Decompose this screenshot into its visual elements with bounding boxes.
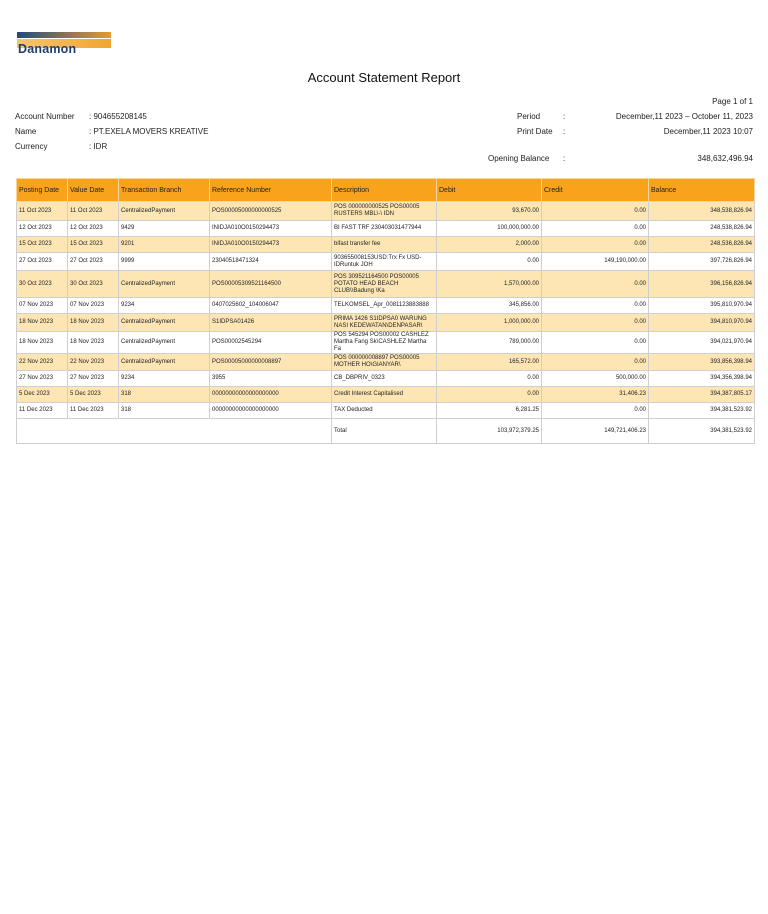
cell-posting-date: 15 Oct 2023: [17, 237, 68, 253]
cell-description: CB_DBPRIV_0323: [332, 371, 437, 387]
cell-credit: 149,190,000.00: [542, 253, 649, 271]
currency-value: : IDR: [89, 142, 108, 151]
opening-balance-label: Opening Balance: [488, 154, 550, 163]
account-number-value: : 904655208145: [89, 112, 147, 121]
cell-value-date: 18 Nov 2023: [68, 314, 119, 332]
account-number-label: Account Number: [15, 112, 75, 121]
cell-reference-number: S1IDPSA01426: [210, 314, 332, 332]
period-value: December,11 2023 – October 11, 2023: [615, 112, 753, 121]
col-balance: Balance: [649, 179, 755, 202]
col-credit: Credit: [542, 179, 649, 202]
cell-value-date: 12 Oct 2023: [68, 221, 119, 237]
cell-posting-date: 12 Oct 2023: [17, 221, 68, 237]
period-colon: :: [563, 112, 566, 121]
cell-debit: 1,000,000.00: [437, 314, 542, 332]
col-description: Description: [332, 179, 437, 202]
cell-posting-date: 5 Dec 2023: [17, 387, 68, 403]
cell-credit: 0.00: [542, 237, 649, 253]
page-number: Page 1 of 1: [712, 97, 753, 106]
cell-credit: 0.00: [542, 271, 649, 298]
cell-debit: 0.00: [437, 387, 542, 403]
cell-transaction-branch: 9999: [119, 253, 210, 271]
cell-transaction-branch: CentralizedPayment: [119, 332, 210, 354]
total-credit: 149,721,406.23: [542, 419, 649, 444]
total-blank-cell: [17, 419, 332, 444]
cell-balance: 394,021,970.94: [649, 332, 755, 354]
cell-balance: 394,356,398.94: [649, 371, 755, 387]
period-label: Period: [517, 112, 541, 121]
cell-posting-date: 07 Nov 2023: [17, 298, 68, 314]
cell-debit: 0.00: [437, 253, 542, 271]
cell-description: BI FAST TRF 230403031477944: [332, 221, 437, 237]
cell-posting-date: 11 Dec 2023: [17, 403, 68, 419]
cell-value-date: 5 Dec 2023: [68, 387, 119, 403]
logo-text: Danamon: [18, 42, 77, 56]
cell-reference-number: 0407025602_104006047: [210, 298, 332, 314]
name-label: Name: [15, 127, 37, 136]
cell-debit: 345,856.00: [437, 298, 542, 314]
cell-reference-number: POS00005000000008897: [210, 354, 332, 371]
cell-balance: 248,538,826.94: [649, 221, 755, 237]
cell-reference-number: POS00005000000000525: [210, 202, 332, 221]
cell-transaction-branch: 318: [119, 387, 210, 403]
cell-balance: 248,536,826.94: [649, 237, 755, 253]
col-reference-number: Reference Number: [210, 179, 332, 202]
table-row: [17, 332, 755, 354]
cell-credit: 0.00: [542, 202, 649, 221]
cell-value-date: 30 Oct 2023: [68, 271, 119, 298]
cell-transaction-branch: 9429: [119, 221, 210, 237]
table-row: [17, 354, 755, 371]
cell-transaction-branch: CentralizedPayment: [119, 354, 210, 371]
col-posting-date: Posting Date: [17, 179, 68, 202]
total-label: Total: [332, 419, 437, 444]
report-title: Account Statement Report: [307, 70, 461, 85]
cell-transaction-branch: 9234: [119, 298, 210, 314]
opening-balance-colon: :: [563, 154, 566, 163]
cell-posting-date: 30 Oct 2023: [17, 271, 68, 298]
cell-reference-number: 00000000000000000000: [210, 387, 332, 403]
cell-reference-number: POS00002545294: [210, 332, 332, 354]
cell-credit: 0.00: [542, 298, 649, 314]
opening-balance-value: 348,632,496.94: [697, 154, 753, 163]
cell-balance: 394,810,970.94: [649, 314, 755, 332]
cell-description: TELKOMSEL_Apr_0081123883888: [332, 298, 437, 314]
cell-transaction-branch: CentralizedPayment: [119, 271, 210, 298]
cell-description: bifast transfer fee: [332, 237, 437, 253]
table-row: [17, 253, 755, 271]
cell-credit: 0.00: [542, 403, 649, 419]
cell-transaction-branch: 9234: [119, 371, 210, 387]
cell-balance: 348,538,826.94: [649, 202, 755, 221]
table-row: [17, 271, 755, 298]
table-row: [17, 237, 755, 253]
col-debit: Debit: [437, 179, 542, 202]
cell-balance: 394,381,523.92: [649, 403, 755, 419]
cell-transaction-branch: CentralizedPayment: [119, 314, 210, 332]
cell-value-date: 27 Oct 2023: [68, 253, 119, 271]
cell-reference-number: 23040518471324: [210, 253, 332, 271]
cell-credit: 500,000.00: [542, 371, 649, 387]
cell-description: POS 000000008897 POS00005 MOTHER HO\GIANYAR\: [332, 354, 437, 371]
total-debit: 103,972,379.25: [437, 419, 542, 444]
cell-transaction-branch: CentralizedPayment: [119, 202, 210, 221]
cell-reference-number: 3955: [210, 371, 332, 387]
cell-credit: 0.00: [542, 314, 649, 332]
cell-description: TAX Deducted: [332, 403, 437, 419]
cell-posting-date: 22 Nov 2023: [17, 354, 68, 371]
currency-label: Currency: [15, 142, 48, 151]
cell-debit: 789,000.00: [437, 332, 542, 354]
cell-reference-number: INIDJA010O0150294473: [210, 237, 332, 253]
cell-value-date: 18 Nov 2023: [68, 332, 119, 354]
cell-value-date: 15 Oct 2023: [68, 237, 119, 253]
name-value: : PT.EXELA MOVERS KREATIVE: [89, 127, 209, 136]
print-date-colon: :: [563, 127, 566, 136]
cell-credit: 31,406.23: [542, 387, 649, 403]
cell-posting-date: 11 Oct 2023: [17, 202, 68, 221]
cell-credit: 0.00: [542, 221, 649, 237]
cell-posting-date: 18 Nov 2023: [17, 314, 68, 332]
cell-description: 903655008153USD:Trx Fx USD-IDRuntuk JOH: [332, 253, 437, 271]
cell-reference-number: 00000000000000000000: [210, 403, 332, 419]
cell-debit: 1,570,000.00: [437, 271, 542, 298]
cell-description: POS 545294 POS00002 CASHLEZ Martha Fang Sk\CASHLEZ Martha Fa: [332, 332, 437, 354]
cell-balance: 397,726,826.94: [649, 253, 755, 271]
cell-credit: 0.00: [542, 332, 649, 354]
cell-value-date: 27 Nov 2023: [68, 371, 119, 387]
cell-debit: 165,572.00: [437, 354, 542, 371]
col-transaction-branch: Transaction Branch: [119, 179, 210, 202]
cell-posting-date: 27 Nov 2023: [17, 371, 68, 387]
total-row: [17, 419, 755, 444]
cell-debit: 100,000,000.00: [437, 221, 542, 237]
cell-description: PRIMA 1426 S1IDPSA0 WARUNG NASI KEDEWATAN\DENPASAR\: [332, 314, 437, 332]
table-row: [17, 314, 755, 332]
print-date-value: December,11 2023 10:07: [663, 127, 753, 136]
table-row: [17, 403, 755, 419]
cell-transaction-branch: 318: [119, 403, 210, 419]
danamon-logo: [17, 32, 111, 56]
cell-value-date: 22 Nov 2023: [68, 354, 119, 371]
cell-debit: 0.00: [437, 371, 542, 387]
table-row: [17, 202, 755, 221]
print-date-label: Print Date: [517, 127, 553, 136]
logo-stripe-top: [17, 32, 111, 38]
col-value-date: Value Date: [68, 179, 119, 202]
cell-description: POS 000000000525 POS00005 RUSTERS MBL\-\ IDN: [332, 202, 437, 221]
table-row: [17, 298, 755, 314]
cell-debit: 2,000.00: [437, 237, 542, 253]
total-balance: 394,381,523.92: [649, 419, 755, 444]
cell-debit: 6,281.25: [437, 403, 542, 419]
cell-balance: 393,856,398.94: [649, 354, 755, 371]
cell-transaction-branch: 9201: [119, 237, 210, 253]
cell-balance: 394,387,805.17: [649, 387, 755, 403]
cell-reference-number: INIDJA010O0150294473: [210, 221, 332, 237]
cell-debit: 93,670.00: [437, 202, 542, 221]
table-row: [17, 221, 755, 237]
cell-value-date: 11 Oct 2023: [68, 202, 119, 221]
cell-balance: 396,156,826.94: [649, 271, 755, 298]
table-row: [17, 371, 755, 387]
cell-description: Credit Interest Capitalised: [332, 387, 437, 403]
cell-value-date: 11 Dec 2023: [68, 403, 119, 419]
table-row: [17, 387, 755, 403]
cell-posting-date: 18 Nov 2023: [17, 332, 68, 354]
table-header-row: [17, 179, 755, 202]
cell-reference-number: POS00005309521164500: [210, 271, 332, 298]
cell-posting-date: 27 Oct 2023: [17, 253, 68, 271]
cell-description: POS 309521164500 POS00005 POTATO HEAD BEACH CLUB\\Badung \Ka: [332, 271, 437, 298]
transactions-table: [16, 178, 755, 444]
cell-credit: 0.00: [542, 354, 649, 371]
cell-balance: 395,810,970.94: [649, 298, 755, 314]
cell-value-date: 07 Nov 2023: [68, 298, 119, 314]
